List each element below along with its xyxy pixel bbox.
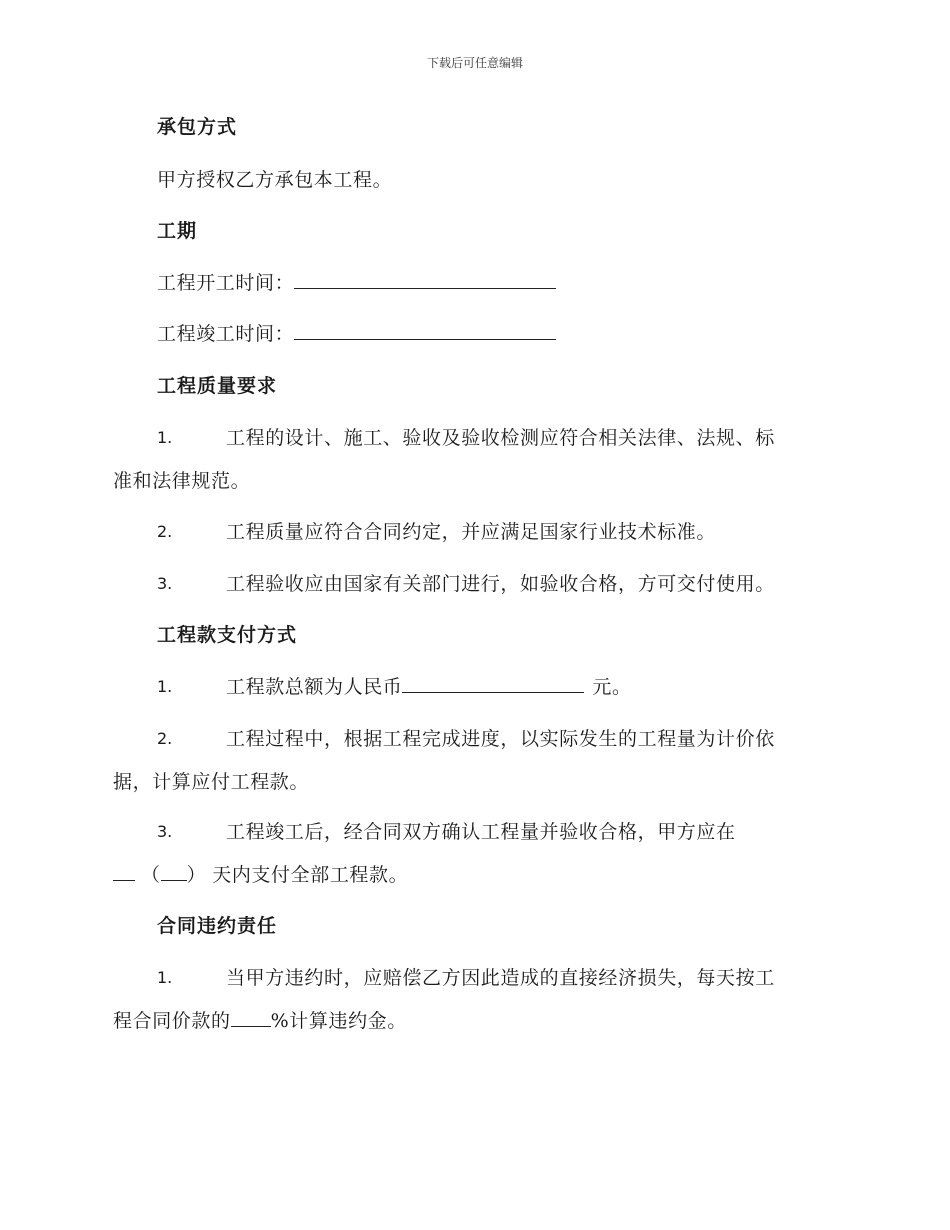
end-date-line	[157, 321, 556, 347]
start-date-blank[interactable]	[294, 270, 556, 289]
payment-item-1-number: 1.	[157, 677, 173, 696]
payment-unit: 元。	[592, 676, 632, 698]
quality-item-1-line2: 准和法律规范。	[113, 470, 251, 492]
quality-item-3-number: 3.	[157, 574, 173, 593]
liability-item-1-number: 1.	[157, 968, 173, 987]
payment-days-uppercase-blank[interactable]	[161, 862, 187, 881]
section-heading-contract-method: 承包方式	[157, 116, 238, 138]
start-date-label: 工程开工时间：	[157, 272, 295, 294]
payment-item-2-number: 2.	[157, 729, 173, 748]
liability-item-1-line1: 当甲方违约时，应赔偿乙方因此造成的直接经济损失，每天按工	[226, 967, 775, 989]
quality-item-2-line1: 工程质量应符合合同约定，并应满足国家行业技术标准。	[226, 521, 717, 543]
payment-amount-blank[interactable]	[402, 674, 584, 693]
header-note: 下载后可任意编辑	[426, 56, 523, 70]
payment-item-3-number: 3.	[157, 822, 173, 841]
liability-rate-blank[interactable]	[231, 1008, 271, 1027]
section-heading-payment: 工程款支付方式	[157, 624, 298, 646]
payment-item-2-line1: 工程过程中，根据工程完成进度，以实际发生的工程量为计价依	[226, 728, 775, 750]
liability-item-1-line2	[113, 1008, 407, 1034]
payment-item-2-line2: 据，计算应付工程款。	[113, 771, 310, 793]
contract-method-text: 甲方授权乙方承包本工程。	[157, 169, 393, 191]
payment-item-3-line2	[113, 862, 408, 888]
end-date-label: 工程竣工时间：	[157, 323, 295, 345]
section-heading-duration: 工期	[157, 220, 198, 242]
quality-item-2-number: 2.	[157, 522, 173, 541]
payment-days-text: 天内支付全部工程款。	[212, 864, 409, 886]
quality-item-1-number: 1.	[157, 428, 173, 447]
liability-rate-suffix: %计算违约金。	[270, 1010, 407, 1032]
quality-item-3-line1: 工程验收应由国家有关部门进行，如验收合格，方可交付使用。	[226, 573, 775, 595]
payment-days-blank[interactable]	[113, 862, 135, 881]
payment-item-1-line	[226, 674, 632, 700]
payment-total-label: 工程款总额为人民币	[226, 676, 403, 698]
liability-rate-label: 程合同价款的	[113, 1010, 231, 1032]
quality-item-1-line1: 工程的设计、施工、验收及验收检测应符合相关法律、法规、标	[226, 427, 775, 449]
section-heading-quality: 工程质量要求	[157, 375, 278, 397]
section-heading-liability: 合同违约责任	[157, 915, 278, 937]
end-date-blank[interactable]	[294, 321, 556, 340]
paren-open: （	[141, 864, 161, 886]
paren-close: ）	[186, 864, 207, 886]
payment-item-3-line1: 工程竣工后，经合同双方确认工程量并验收合格，甲方应在	[226, 821, 736, 843]
start-date-line	[157, 270, 556, 296]
